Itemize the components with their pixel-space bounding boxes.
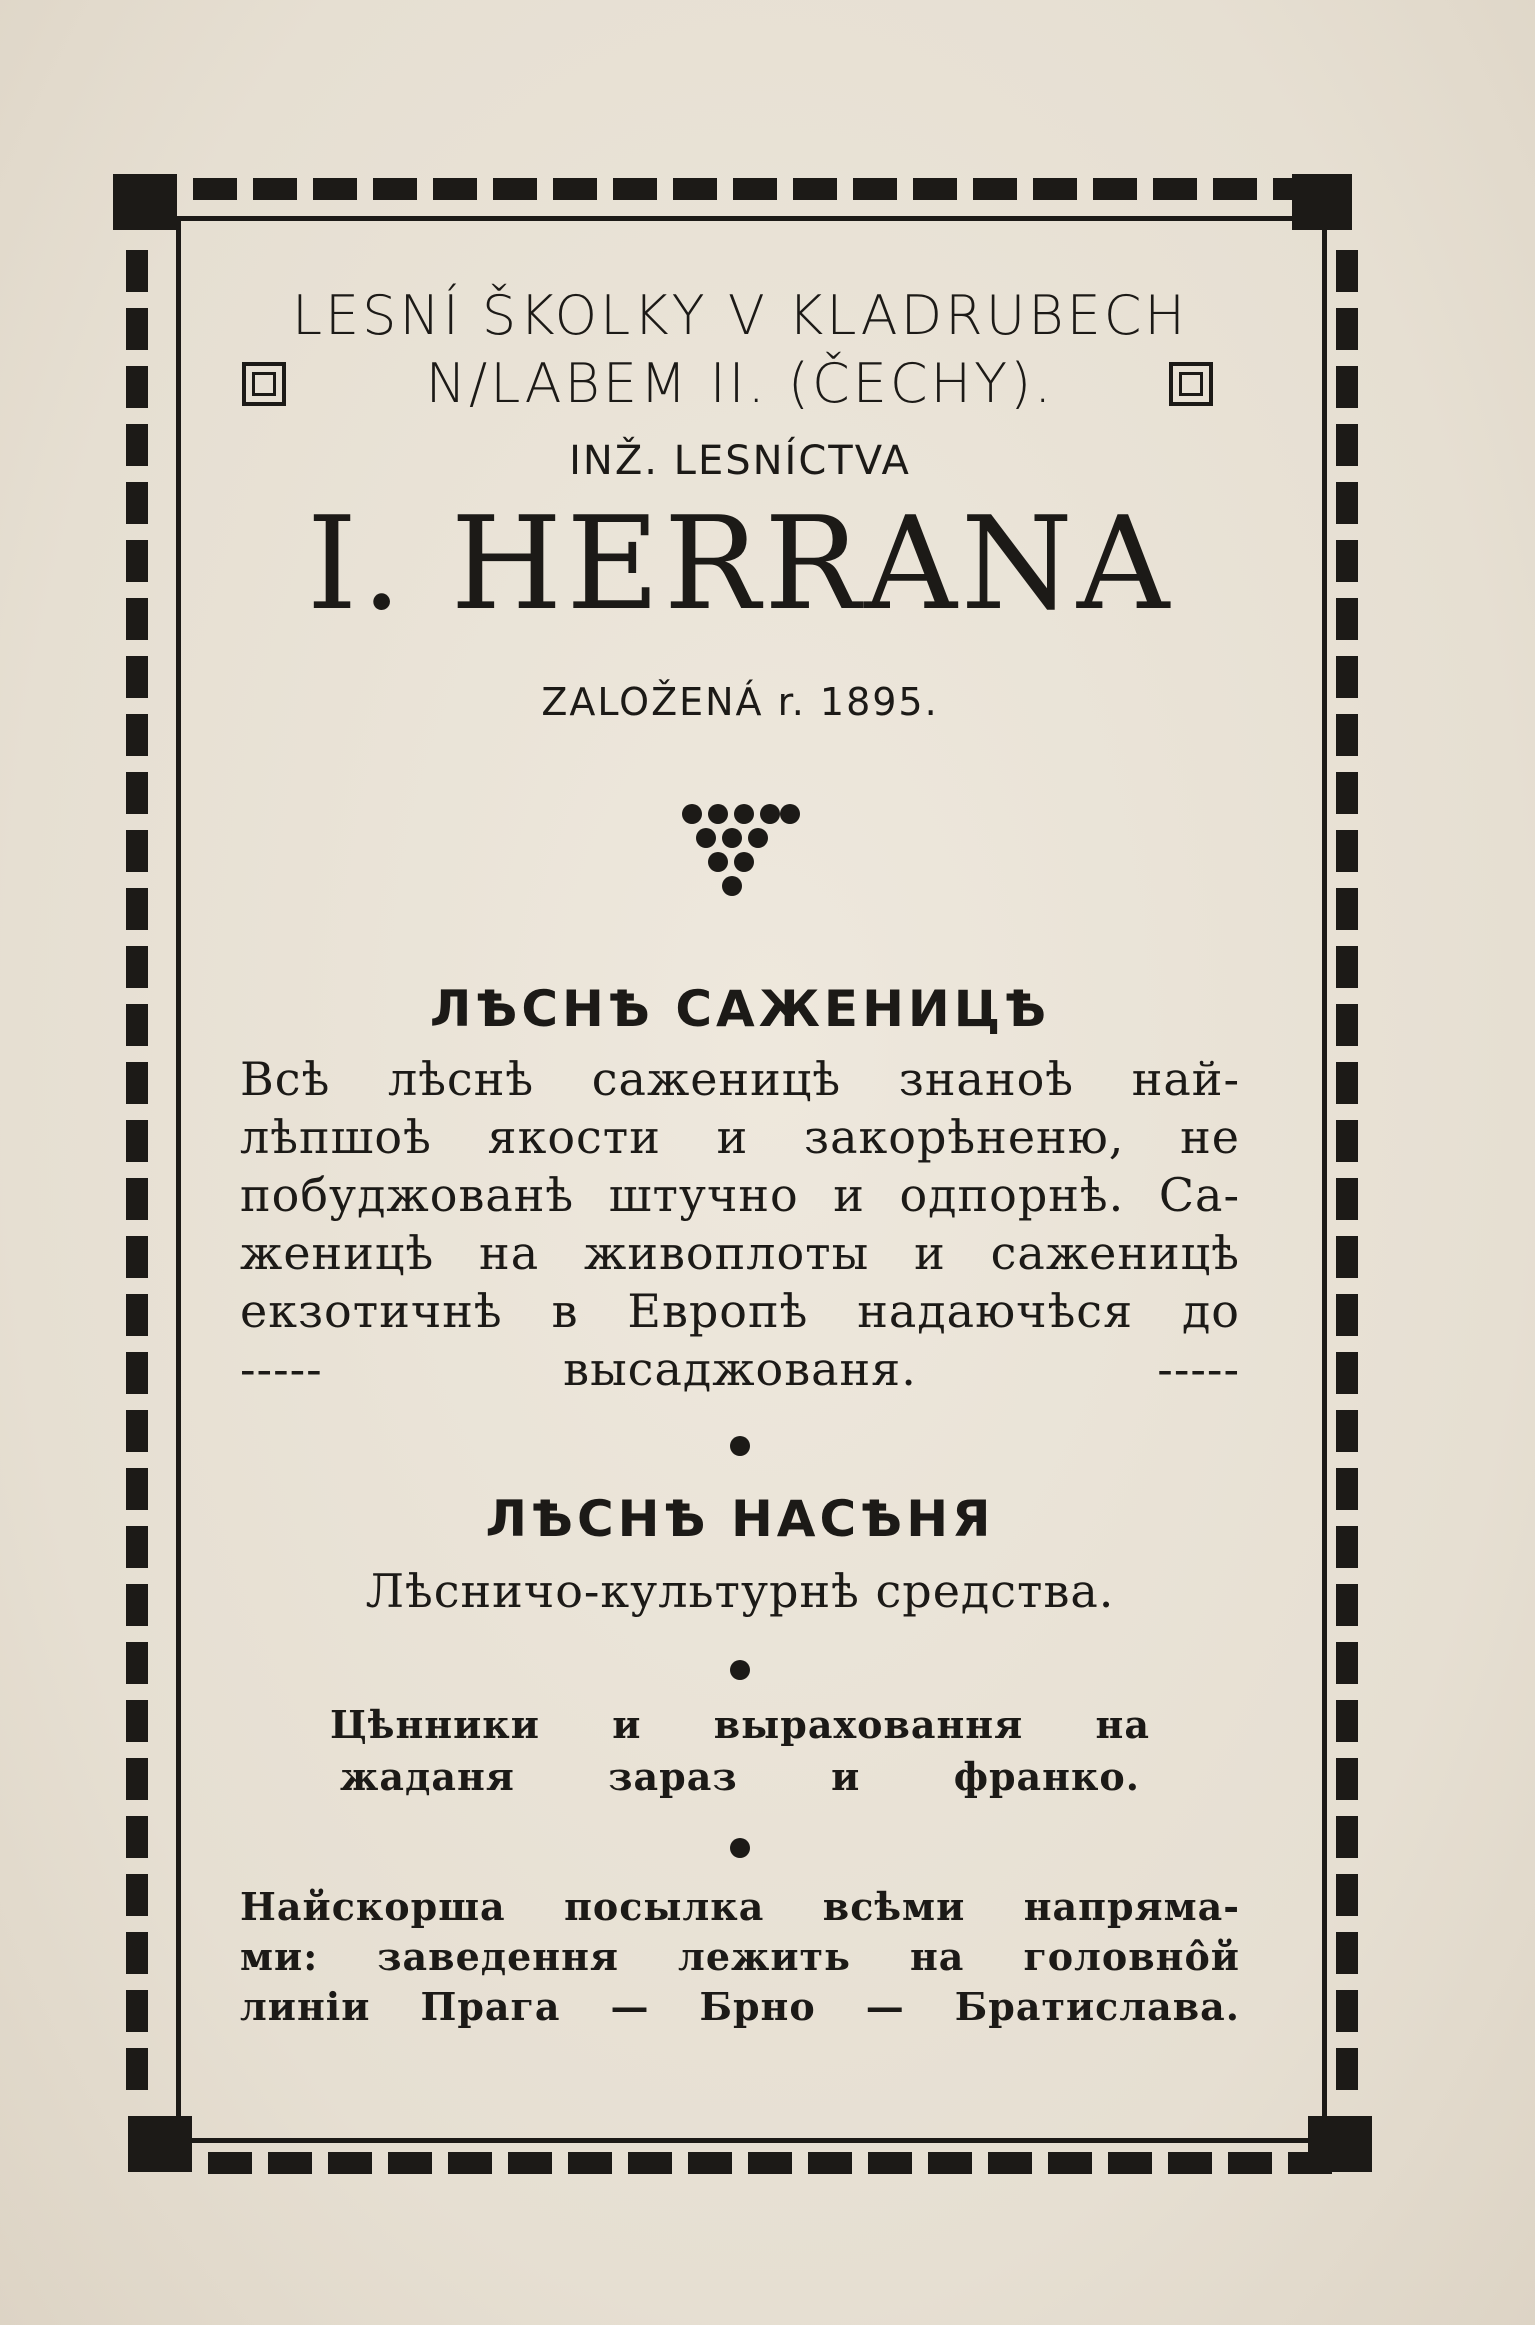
frame-corner-bottom-left: [128, 2116, 192, 2172]
header-line-2: N/LABEM II. (ČECHY).: [425, 352, 1055, 415]
frame-dash-right: [1336, 598, 1358, 640]
frame-dash-bottom: [328, 2152, 372, 2174]
frame-dash-right: [1336, 1990, 1358, 2032]
section-1-line: екзотичнѣ в Европѣ надаючѣся до: [240, 1284, 1240, 1338]
frame-dash-left: [126, 1352, 148, 1394]
frame-dash-bottom: [448, 2152, 492, 2174]
frame-dash-right: [1336, 540, 1358, 582]
frame-dash-left: [126, 1874, 148, 1916]
frame-dash-left: [126, 308, 148, 350]
frame-dash-left: [126, 540, 148, 582]
frame-dash-top: [1273, 178, 1317, 200]
frame-dash-right: [1336, 1584, 1358, 1626]
frame-dash-top: [793, 178, 837, 200]
frame-dash-bottom: [1228, 2152, 1272, 2174]
section-4-line: линіи Прага — Брно — Братислава.: [240, 1984, 1240, 2029]
frame-dash-left: [126, 2048, 148, 2090]
frame-dash-top: [1093, 178, 1137, 200]
section-1-title: ЛѢСНѢ САЖЕНИЦѢ: [429, 980, 1051, 1038]
company-name: I. HERRANA: [306, 490, 1174, 639]
frame-dash-right: [1336, 888, 1358, 930]
founded-line: ZALOŽENÁ r. 1895.: [541, 680, 939, 724]
frame-dash-bottom: [1168, 2152, 1212, 2174]
section-1-line: лѣпшоѣ якости и закорѣненю, не: [240, 1110, 1240, 1164]
frame-dash-right: [1336, 1468, 1358, 1510]
frame-dash-right: [1336, 1236, 1358, 1278]
dash-right: -----: [1157, 1342, 1240, 1396]
frame-dash-right: [1336, 308, 1358, 350]
section-1-last-word: высаджованя.: [563, 1342, 917, 1396]
frame-dash-top: [613, 178, 657, 200]
frame-dash-top: [553, 178, 597, 200]
frame-dash-top: [253, 178, 297, 200]
section-3-line: жаданя зараз и франко.: [340, 1754, 1140, 1799]
section-4-line: ми: заведення лежить на головнôй: [240, 1934, 1240, 1979]
frame-dash-right: [1336, 1526, 1358, 1568]
frame-dash-bottom: [1288, 2152, 1332, 2174]
frame-dash-left: [126, 366, 148, 408]
frame-dash-bottom: [508, 2152, 552, 2174]
frame-dash-bottom: [928, 2152, 972, 2174]
frame-dash-bottom: [388, 2152, 432, 2174]
frame-inner-top: [178, 216, 1328, 221]
frame-dash-left: [126, 888, 148, 930]
bullet-dot: [730, 1436, 750, 1456]
frame-dash-left: [126, 1294, 148, 1336]
frame-dash-left: [126, 1178, 148, 1220]
frame-dash-left: [126, 1642, 148, 1684]
frame-dash-bottom: [628, 2152, 672, 2174]
frame-dash-right: [1336, 1294, 1358, 1336]
frame-dash-right: [1336, 656, 1358, 698]
section-2-title: ЛѢСНѢ НАСѢНЯ: [485, 1490, 995, 1548]
frame-dash-left: [126, 424, 148, 466]
frame-dash-bottom: [748, 2152, 792, 2174]
frame-dash-top: [1213, 178, 1257, 200]
section-1-line: побуджованѣ штучно и одпорнѣ. Са-: [240, 1168, 1240, 1222]
frame-dash-bottom: [1108, 2152, 1152, 2174]
frame-dash-top: [493, 178, 537, 200]
frame-dash-left: [126, 714, 148, 756]
square-ornament-icon-right: [1169, 362, 1213, 406]
frame-dash-top: [433, 178, 477, 200]
frame-dash-top: [913, 178, 957, 200]
frame-dash-left: [126, 1410, 148, 1452]
frame-dash-right: [1336, 1410, 1358, 1452]
section-4-line: Найскорша посылка всѣми напряма-: [240, 1884, 1240, 1929]
frame-dash-top: [853, 178, 897, 200]
frame-dash-left: [126, 1526, 148, 1568]
section-1-line: Всѣ лѣснѣ саженицѣ знаноѣ най-: [240, 1052, 1240, 1106]
frame-dash-right: [1336, 1874, 1358, 1916]
section-1-line: женицѣ на живоплоты и саженицѣ: [240, 1226, 1240, 1280]
frame-dash-bottom: [1048, 2152, 1092, 2174]
frame-dash-right: [1336, 1120, 1358, 1162]
frame-dash-left: [126, 772, 148, 814]
frame-dash-top: [733, 178, 777, 200]
frame-dash-top: [313, 178, 357, 200]
frame-dash-bottom: [868, 2152, 912, 2174]
frame-dash-right: [1336, 250, 1358, 292]
frame-dash-left: [126, 1236, 148, 1278]
frame-dash-right: [1336, 482, 1358, 524]
frame-dash-left: [126, 656, 148, 698]
bullet-dot: [730, 1838, 750, 1858]
frame-inner-bottom: [178, 2138, 1328, 2143]
frame-dash-left: [126, 1584, 148, 1626]
frame-dash-left: [126, 1004, 148, 1046]
dash-left: -----: [240, 1342, 323, 1396]
frame-dash-right: [1336, 424, 1358, 466]
section-2-line: Лѣсничо-культурнѣ средства.: [365, 1564, 1115, 1618]
frame-dash-left: [126, 250, 148, 292]
frame-dash-left: [126, 1062, 148, 1104]
frame-dash-top: [193, 178, 237, 200]
frame-dash-top: [1153, 178, 1197, 200]
frame-dash-right: [1336, 2048, 1358, 2090]
frame-dash-right: [1336, 1352, 1358, 1394]
frame-dash-bottom: [688, 2152, 732, 2174]
frame-dash-bottom: [208, 2152, 252, 2174]
frame-dash-right: [1336, 1816, 1358, 1858]
frame-dash-right: [1336, 1062, 1358, 1104]
frame-dash-right: [1336, 1178, 1358, 1220]
grape-ornament-icon: [682, 804, 802, 914]
frame-dash-right: [1336, 1004, 1358, 1046]
frame-dash-right: [1336, 1932, 1358, 1974]
frame-dash-bottom: [268, 2152, 312, 2174]
frame-dash-right: [1336, 830, 1358, 872]
frame-dash-left: [126, 1758, 148, 1800]
frame-dash-right: [1336, 772, 1358, 814]
frame-dash-top: [973, 178, 1017, 200]
frame-dash-top: [673, 178, 717, 200]
frame-dash-right: [1336, 366, 1358, 408]
frame-dash-left: [126, 482, 148, 524]
frame-dash-bottom: [988, 2152, 1032, 2174]
frame-dash-bottom: [568, 2152, 612, 2174]
frame-dash-left: [126, 1120, 148, 1162]
frame-corner-top-left: [113, 174, 177, 230]
header-line-3: INŽ. LESNÍCTVA: [569, 438, 911, 484]
frame-dash-bottom: [808, 2152, 852, 2174]
frame-dash-right: [1336, 1758, 1358, 1800]
frame-dash-right: [1336, 1700, 1358, 1742]
frame-dash-left: [126, 598, 148, 640]
frame-dash-left: [126, 1990, 148, 2032]
header-line-1: LESNÍ ŠKOLKY V KLADRUBECH: [291, 284, 1189, 347]
frame-dash-right: [1336, 714, 1358, 756]
frame-dash-left: [126, 946, 148, 988]
frame-dash-right: [1336, 946, 1358, 988]
frame-dash-left: [126, 1932, 148, 1974]
frame-inner-right: [1322, 216, 1327, 2143]
frame-dash-left: [126, 1816, 148, 1858]
bullet-dot: [730, 1660, 750, 1680]
frame-inner-left: [176, 216, 181, 2143]
frame-dash-top: [373, 178, 417, 200]
frame-dash-left: [126, 1468, 148, 1510]
frame-dash-left: [126, 830, 148, 872]
frame-dash-left: [126, 1700, 148, 1742]
frame-dash-right: [1336, 1642, 1358, 1684]
frame-dash-top: [1033, 178, 1077, 200]
section-3-line: Цѣнники и выраховання на: [330, 1702, 1150, 1747]
